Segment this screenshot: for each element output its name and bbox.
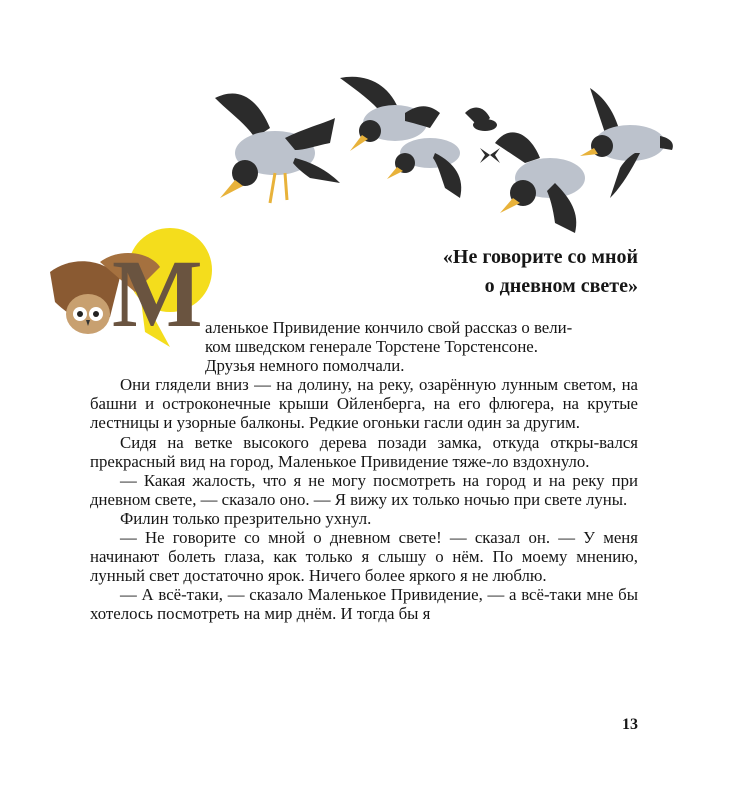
paragraph: Филин только презрительно ухнул. xyxy=(120,508,372,528)
body-text xyxy=(90,318,638,624)
crow-icon xyxy=(465,108,497,131)
chapter-title xyxy=(443,243,638,301)
paragraph: Сидя на ветке высокого дерева позади замка, откуда откры-вался прекрасный вид на город, Маленькое Привидение тяже-ло вздохнуло. xyxy=(90,432,638,471)
paragraph: — А всё-таки, — сказало Маленькое Привидение, — а всё-таки мне бы хотелось посмотреть на мир днём. И тогда бы я xyxy=(90,585,638,624)
drop-cap-letter: М xyxy=(112,240,203,347)
paragraph: ком шведском генерале Торстене Торстенсоне. xyxy=(205,337,538,357)
chapter-title-line: о дневном свете» xyxy=(484,275,638,297)
paragraph: — Не говорите со мной о дневном свете! — сказал он. — У меня начинают болеть глаза, как только я слышу о нём. По моему мнению, лунный свет достаточно ярок. Ничего более яркого я не люблю. xyxy=(90,528,638,586)
crow-icon xyxy=(215,93,340,203)
crow-icon xyxy=(580,88,673,198)
crow-icon xyxy=(387,138,461,198)
crow-icon xyxy=(495,132,585,233)
paragraph: Друзья немного помолчали. xyxy=(205,356,405,376)
crows-illustration xyxy=(185,68,685,238)
chapter-title-line: «Не говорите со мной xyxy=(442,246,638,268)
page-number: 13 xyxy=(622,716,638,733)
paragraph: Они глядели вниз — на долину, на реку, озарённую лунным светом, на башни и остроконечные крыши Ойленберга, на его флюгера, на крутые лестницы и узорные балконы. Редкие огоньки гасли один за другим. xyxy=(90,375,638,433)
paragraph: — Какая жалость, что я не могу посмотреть на город и на реку при дневном свете, — сказало оно. — Я вижу их только ночью при свете луны. xyxy=(90,470,638,509)
paragraph: аленькое Привидение кончило свой рассказ о вели- xyxy=(205,318,573,337)
crow-icon xyxy=(480,148,500,163)
